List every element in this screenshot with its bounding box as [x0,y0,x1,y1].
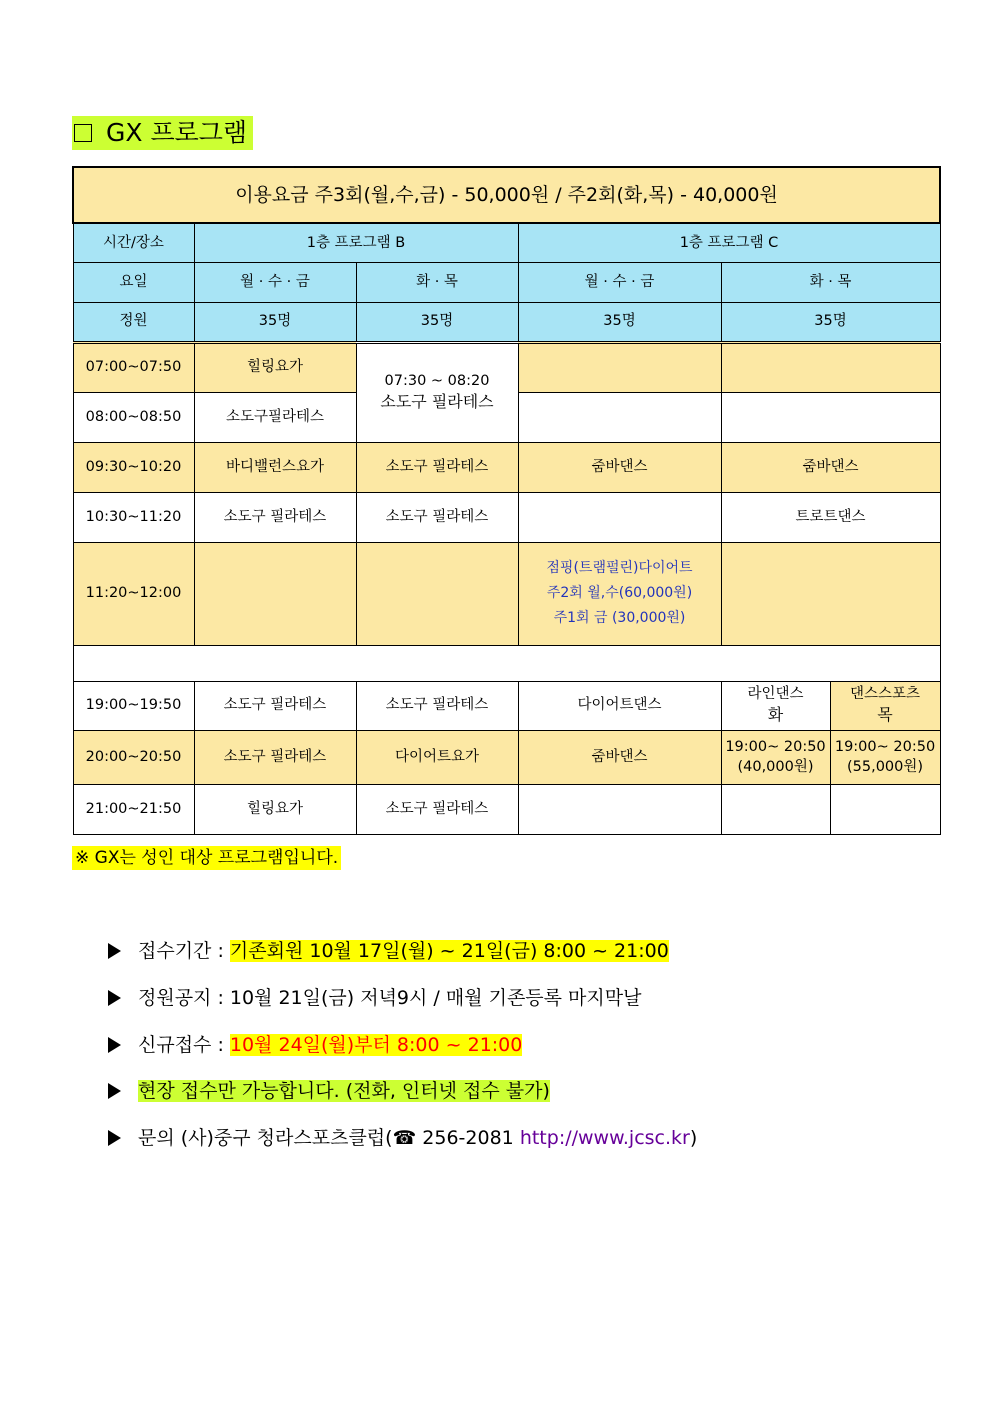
triangle-bullet-icon [108,1083,121,1099]
program-price: 주1회 금 (30,000원) [553,610,686,627]
time-cell: 20:00~20:50 [73,730,194,784]
schedule-row [73,442,940,492]
info-text: 정원공지 : 10월 21일(금) 저녁9시 / 매월 기존등록 마지막날 [138,987,642,1009]
schedule-row [73,342,940,392]
header-row-programs [73,223,940,262]
empty-cell [721,542,940,645]
program-time: 07:30 ~ 08:20 [384,373,490,390]
time-cell: 21:00~21:50 [73,784,194,834]
program-cell: 줌바댄스 [518,442,721,492]
info-new-registration [108,1030,522,1060]
program-cell: 소도구 필라테스 [356,492,518,542]
program-c-header: 1층 프로그램 C [518,223,940,262]
spacer-row [73,645,940,681]
program-price: 주2회 월,수(60,000원) [546,584,693,601]
empty-cell [721,392,940,442]
schedule-row [73,492,940,542]
info-label: 신규접수 : [138,1034,230,1056]
info-value: 10월 24일(월)부터 8:00 ~ 21:00 [229,1034,523,1056]
c-days-mwf: 월 · 수 · 금 [518,262,721,302]
time-cell: 08:00~08:50 [73,392,194,442]
time-cell: 07:00~07:50 [73,342,194,392]
triangle-bullet-icon [108,1037,121,1053]
day-label: 요일 [73,262,194,302]
info-capacity-notice [108,983,641,1013]
time-cell: 09:30~10:20 [73,442,194,492]
page-title-text: GX 프로그램 [106,118,248,147]
empty-cell [73,645,940,681]
schedule-row [73,784,940,834]
program-cell: 소도구 필라테스 [356,784,518,834]
program-name: 댄스스포츠 [849,686,921,703]
time-cell: 11:20~12:00 [73,542,194,645]
empty-cell [518,342,721,392]
program-cell: 바디밸런스요가 [194,442,356,492]
program-cell: 줌바댄스 [721,442,940,492]
fee-text: 이용요금 주3회(월,수,금) - 50,000원 / 주2회(화,목) - 40,000원 [73,167,940,223]
program-cell: 소도구필라테스 [194,392,356,442]
empty-cell [721,784,830,834]
empty-cell [518,492,721,542]
program-day: 목 [877,705,893,725]
program-cell: 트로트댄스 [721,492,940,542]
empty-cell [518,392,721,442]
program-cell: 다이어트요가 [356,730,518,784]
website-link[interactable]: http://www.jcsc.kr [519,1127,690,1149]
program-b-header: 1층 프로그램 B [194,223,518,262]
b1-capacity: 35명 [194,302,356,342]
schedule-row [73,681,940,730]
gx-schedule-table [72,166,941,835]
info-registration-period [108,936,669,966]
program-cell: 소도구 필라테스 [194,681,356,730]
program-cell [518,542,721,645]
header-row-days [73,262,940,302]
b-days-tt: 화 · 목 [356,262,518,302]
program-price: (40,000원) [737,759,814,775]
program-cell [830,730,940,784]
program-cell: 소도구 필라테스 [356,442,518,492]
program-cell: 줌바댄스 [518,730,721,784]
program-cell: 힐링요가 [194,784,356,834]
program-name: 소도구 필라테스 [380,392,494,412]
program-cell [721,730,830,784]
program-price: (55,000원) [846,759,924,775]
fee-row [73,167,940,223]
program-cell [830,681,940,730]
program-cell: 소도구 필라테스 [356,681,518,730]
empty-cell [194,542,356,645]
capacity-label: 정원 [73,302,194,342]
program-time: 19:00~ 20:50 [834,738,936,755]
empty-cell [518,784,721,834]
info-text: 문의 (사)중구 청라스포츠클럽( [138,1127,393,1149]
page-title [72,116,253,150]
program-cell [356,342,518,442]
info-label: 접수기간 : [138,940,230,962]
schedule-row [73,542,940,645]
checkbox-square-icon [74,124,92,142]
time-cell: 10:30~11:20 [73,492,194,542]
empty-cell [721,342,940,392]
c-days-tt: 화 · 목 [721,262,940,302]
info-contact [108,1123,697,1153]
program-day: 화 [767,705,784,725]
schedule-row [73,730,940,784]
time-place-header: 시간/장소 [73,223,194,262]
program-cell [721,681,830,730]
empty-cell [356,542,518,645]
time-cell: 19:00~19:50 [73,681,194,730]
b-days-mwf: 월 · 수 · 금 [194,262,356,302]
program-name: 점핑(트램펄린)다이어트 [546,559,693,576]
program-time: 19:00~ 20:50 [725,738,826,755]
triangle-bullet-icon [108,1130,121,1146]
phone-icon: ☎ [392,1127,417,1149]
triangle-bullet-icon [108,990,121,1006]
info-text: 현장 접수만 가능합니다. (전화, 인터넷 접수 불가) [138,1080,550,1102]
info-onsite-only [108,1076,550,1106]
info-value: 기존회원 10월 17일(월) ~ 21일(금) 8:00 ~ 21:00 [229,940,669,962]
b2-capacity: 35명 [356,302,518,342]
program-cell: 소도구 필라테스 [194,492,356,542]
empty-cell [830,784,940,834]
header-row-capacity [73,302,940,342]
adult-only-note: ※ GX는 성인 대상 프로그램입니다. [72,846,341,870]
phone-number: 256-2081 [416,1127,520,1149]
program-cell: 다이어트댄스 [518,681,721,730]
triangle-bullet-icon [108,943,121,959]
c2-capacity: 35명 [721,302,940,342]
program-name: 라인댄스 [747,686,804,703]
program-cell: 힐링요가 [194,342,356,392]
info-text-close: ) [689,1127,698,1149]
c1-capacity: 35명 [518,302,721,342]
program-cell: 소도구 필라테스 [194,730,356,784]
